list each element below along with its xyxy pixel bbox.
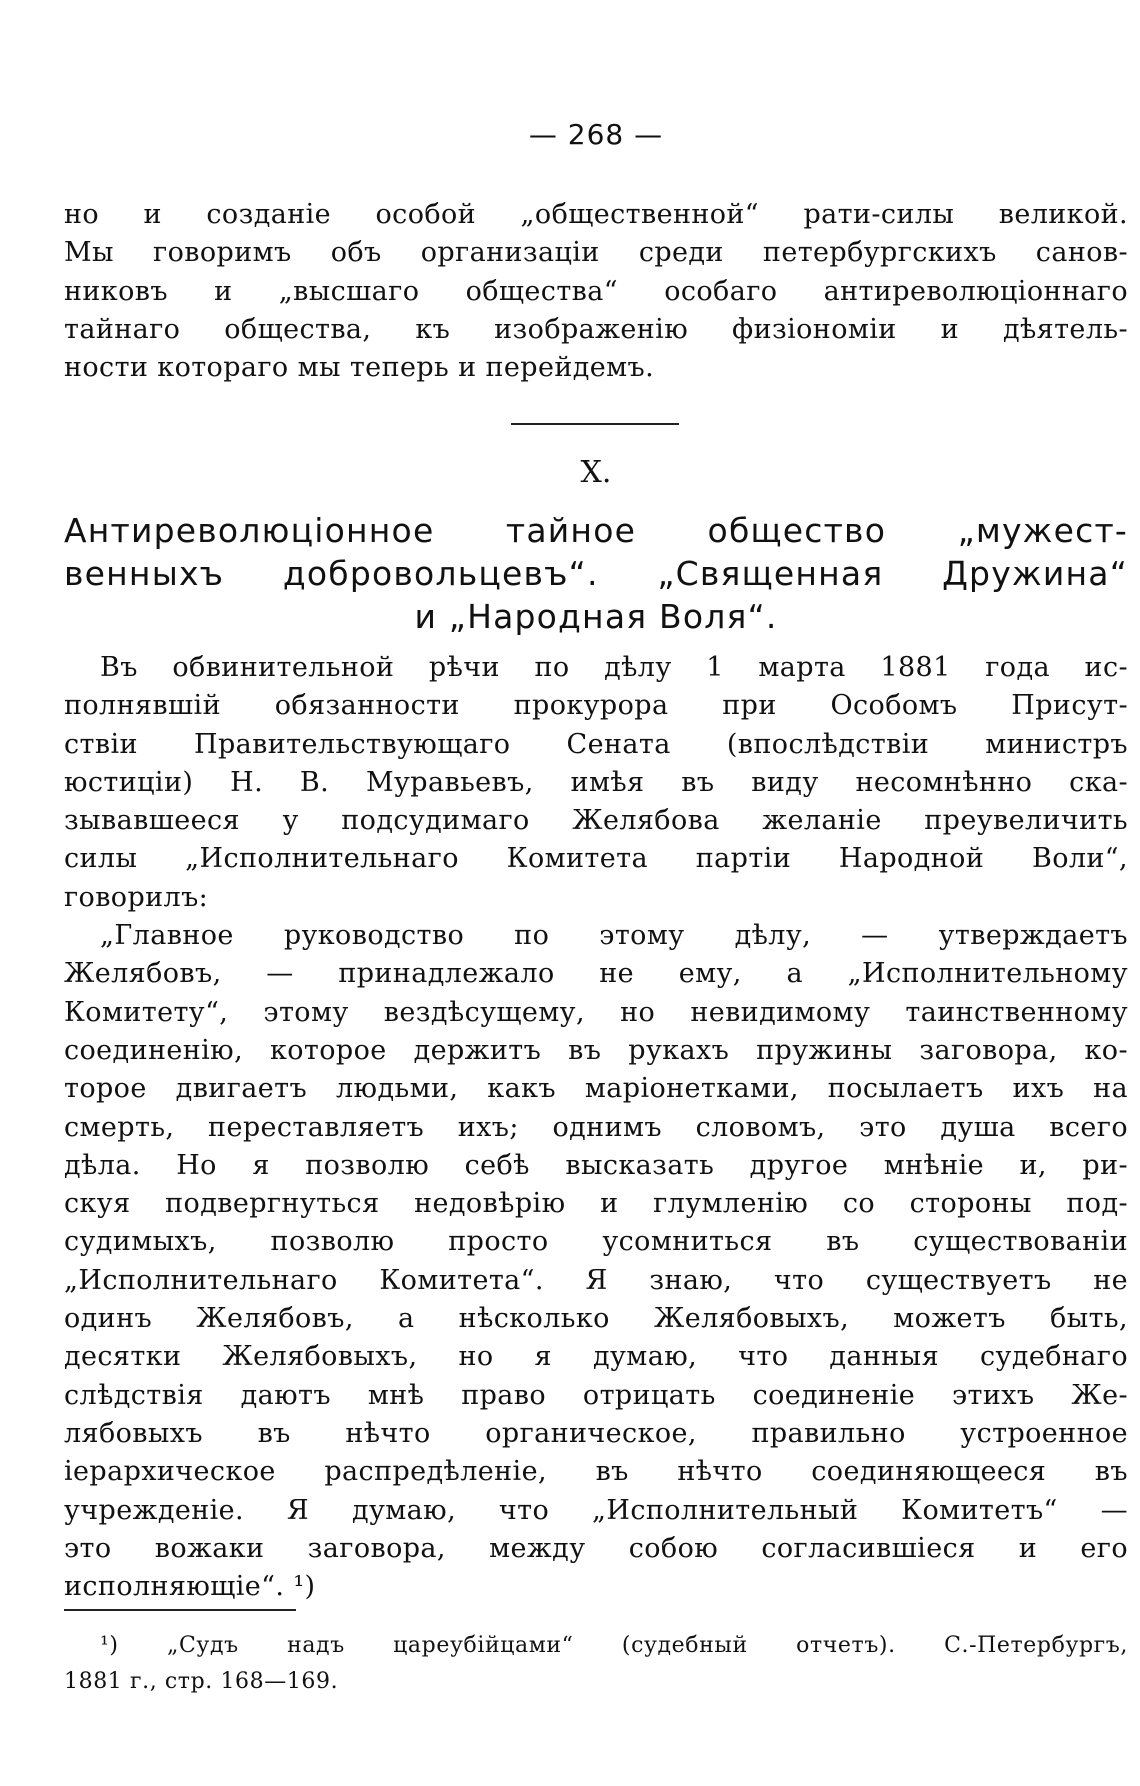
footnote-rule — [64, 1609, 296, 1611]
text-line: полнявшій обязанности прокурора при Особомъ Присут- — [64, 690, 1128, 722]
intro-paragraph — [64, 196, 1128, 387]
text-line: смерть, переставляетъ ихъ; однимъ словомъ, это душа всего — [64, 1111, 1128, 1143]
text-line: Мы говоримъ объ организаціи среди петербургскихъ санов- — [64, 237, 1128, 269]
title-line: и „Народная Воля“. — [414, 597, 778, 636]
text-line: исполняющіе“. ¹) — [64, 1571, 316, 1603]
text-line: „Главное руководство по этому дѣлу, — утверждаетъ — [100, 920, 1128, 952]
text-line: ности котораго мы теперь и перейдемъ. — [64, 352, 655, 384]
text-line: судимыхъ, позволю просто усомниться въ существованіи — [64, 1226, 1128, 1258]
text-line: Комитету“, этому вездѣсущему, но невидимому таинственному — [64, 996, 1128, 1028]
text-line: тайнаго общества, къ изображенію физіономіи и дѣятель- — [64, 313, 1128, 345]
text-line: ствіи Правительствующаго Сената (впослѣдствіи министръ — [64, 728, 1128, 760]
text-line: Въ обвинительной рѣчи по дѣлу 1 марта 1881 года ис- — [100, 652, 1128, 683]
text-line: это вожаки заговора, между собою согласившіеся и его — [64, 1532, 1128, 1564]
book-page — [64, 0, 1128, 1786]
footnote-line: ¹) „Судъ надъ цареубійцами“ (судебный отчетъ). С.-Петербургъ, — [100, 1633, 1128, 1658]
body-paragraphs — [64, 649, 1128, 1606]
text-line: но и созданіе особой „общественной“ рати-силы великой. — [64, 199, 1128, 230]
text-line: учрежденіе. Я думаю, что „Исполнительный Комитетъ“ — — [64, 1494, 1128, 1526]
text-line: зывавшееся у подсудимаго Желябова желаніе преувеличить — [64, 805, 1128, 837]
text-line: Желябовъ, — принадлежало не ему, а „Исполнительному — [64, 958, 1128, 990]
text-line: десятки Желябовыхъ, но я думаю, что данныя судебнаго — [64, 1341, 1128, 1373]
section-title — [64, 509, 1128, 638]
text-line: соединенію, которое держитъ въ рукахъ пружины заговора, ко- — [64, 1034, 1128, 1066]
title-line: Антиреволюціонное тайное общество „мужест- — [64, 511, 1128, 550]
text-line: говорилъ: — [64, 881, 209, 913]
text-line: лябовыхъ въ нѣчто органическое, правильно устроенное — [64, 1417, 1128, 1449]
text-line: одинъ Желябовъ, а нѣсколько Желябовыхъ, можетъ быть, — [64, 1303, 1128, 1335]
section-numeral: X. — [580, 455, 612, 490]
text-line: скуя подвергнуться недовѣрію и глумленію со стороны под- — [64, 1188, 1128, 1220]
text-line: юстиціи) Н. В. Муравьевъ, имѣя въ виду несомнѣнно ска- — [64, 766, 1128, 798]
text-line: слѣдствія даютъ мнѣ право отрицать соединеніе этихъ Же- — [64, 1379, 1128, 1411]
footnote-line: 1881 г., стр. 168—169. — [64, 1669, 339, 1694]
section-separator — [511, 423, 679, 425]
text-line: дѣла. Но я позволю себѣ высказать другое мнѣніе и, ри- — [64, 1149, 1128, 1181]
text-line: іерархическое распредѣленіе, въ нѣчто соединяющееся въ — [64, 1456, 1128, 1488]
text-line: „Исполнительнаго Комитета“. Я знаю, что существуетъ не — [64, 1264, 1128, 1296]
text-line: торое двигаетъ людьми, какъ маріонетками, посылаетъ ихъ на — [64, 1073, 1128, 1105]
title-line: венныхъ добровольцевъ“. „Священная Дружина“ — [64, 554, 1128, 593]
footnote — [64, 1628, 1128, 1700]
page-number: — 268 — — [528, 118, 664, 151]
text-line: никовъ и „высшаго общества“ особаго антиреволюціоннаго — [64, 275, 1128, 307]
text-line: силы „Исполнительнаго Комитета партіи Народной Воли“, — [64, 843, 1128, 875]
